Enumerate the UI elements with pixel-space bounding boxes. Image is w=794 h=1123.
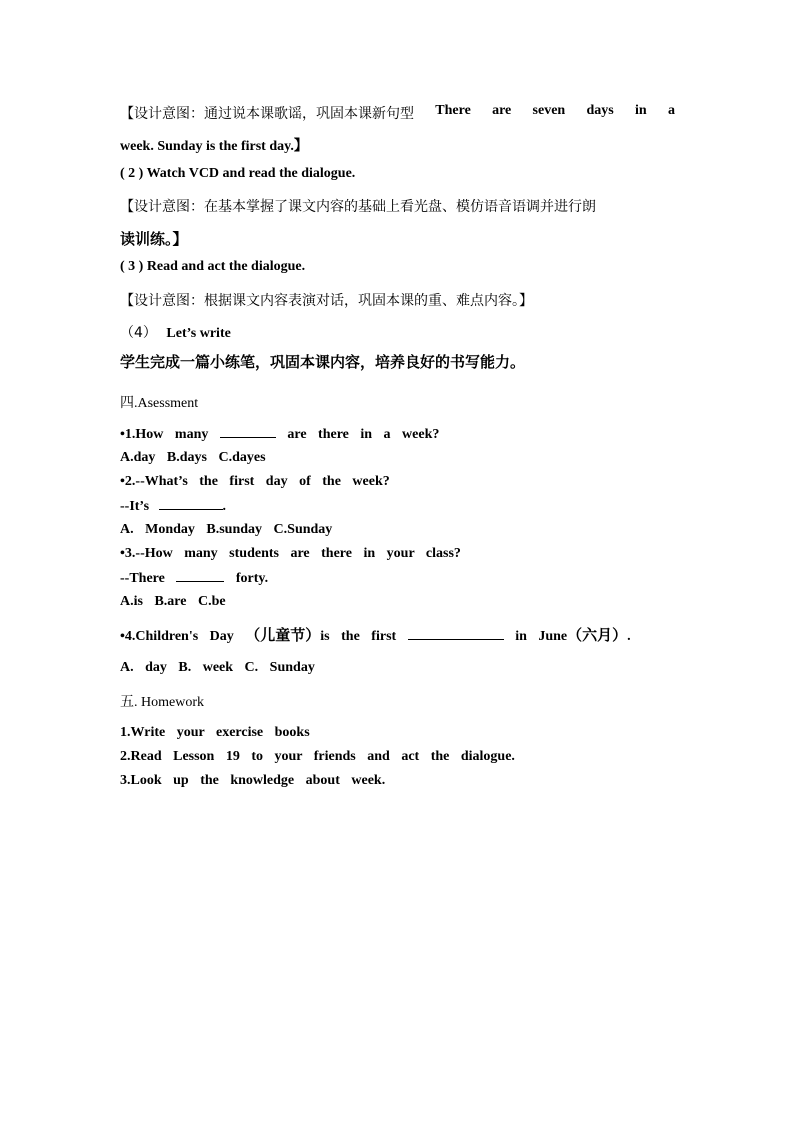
word: seven <box>532 103 566 118</box>
question-1-options: A.day B.days C.dayes <box>120 450 266 465</box>
answer-blank <box>220 426 276 438</box>
word: are <box>492 103 512 118</box>
homework-item: 1.Write your exercise books <box>120 725 310 740</box>
question-4-middle: is the first <box>320 629 397 644</box>
design-intent-line-2: week. Sunday is the first day.】 <box>120 139 308 154</box>
question-4-june: in June <box>515 629 568 644</box>
answer-blank <box>176 570 224 582</box>
question-4-options: A. day B. week C. Sunday <box>120 660 315 675</box>
answer-blank <box>408 628 504 640</box>
question-3-answer-text: --There <box>120 571 165 586</box>
question-4 <box>120 624 631 645</box>
step-2-heading: ( 2 ) Watch VCD and read the dialogue. <box>120 166 356 181</box>
step-4-title: Let’s write <box>166 326 231 341</box>
question-4-text: •4.Children's Day <box>120 629 234 644</box>
word: days <box>586 103 614 118</box>
question-3-options: A.is B.are C.be <box>120 594 226 609</box>
question-1-end: are there in a week? <box>287 427 440 442</box>
question-2-answer-text: --It’s <box>120 499 150 514</box>
step-4-heading <box>120 322 231 342</box>
homework-heading: 五. Homework <box>120 695 204 710</box>
design-intent-3: 【设计意图：根据课文内容表演对话，巩固本课的重、难点内容。】 <box>120 293 533 309</box>
design-intent-2: 【设计意图：在基本掌握了课文内容的基础上看光盘、模仿语音语调并进行朗 <box>120 199 596 215</box>
design-intent-2-cont: 读训练。】 <box>120 230 188 248</box>
answer-blank <box>159 498 223 510</box>
step-4-number: （4） <box>120 325 157 341</box>
question-2-options: A. Monday B.sunday C.Sunday <box>120 522 333 537</box>
question-1-text: •1.How many <box>120 427 209 442</box>
question-2-answer <box>120 498 226 515</box>
word: in <box>635 103 647 118</box>
homework-item: 3.Look up the knowledge about week. <box>120 773 386 788</box>
question-3-answer-end: forty. <box>235 571 269 586</box>
word: There <box>435 103 471 118</box>
childrens-day-cn: （儿童节） <box>245 626 321 644</box>
homework-item: 2.Read Lesson 19 to your friends and act the dialogue. <box>120 749 515 764</box>
question-3-answer <box>120 570 268 587</box>
period: . <box>627 629 631 644</box>
step-3-heading: ( 3 ) Read and act the dialogue. <box>120 259 306 274</box>
question-1 <box>120 426 439 443</box>
question-3: •3.--How many students are there in your class? <box>120 546 461 561</box>
question-2: •2.--What’s the first day of the week? <box>120 474 390 489</box>
word: a <box>667 103 675 118</box>
writing-task: 学生完成一篇小练笔，巩固本课内容，培养良好的书写能力。 <box>120 353 526 371</box>
design-intent-line-1 <box>120 103 675 123</box>
assessment-heading: 四.Asessment <box>120 396 199 411</box>
period: . <box>222 499 227 514</box>
design-intent-1-cn: 【设计意图：通过说本课歌谣，巩固本课新句型 <box>120 106 414 122</box>
june-cn: （六月） <box>567 626 628 644</box>
